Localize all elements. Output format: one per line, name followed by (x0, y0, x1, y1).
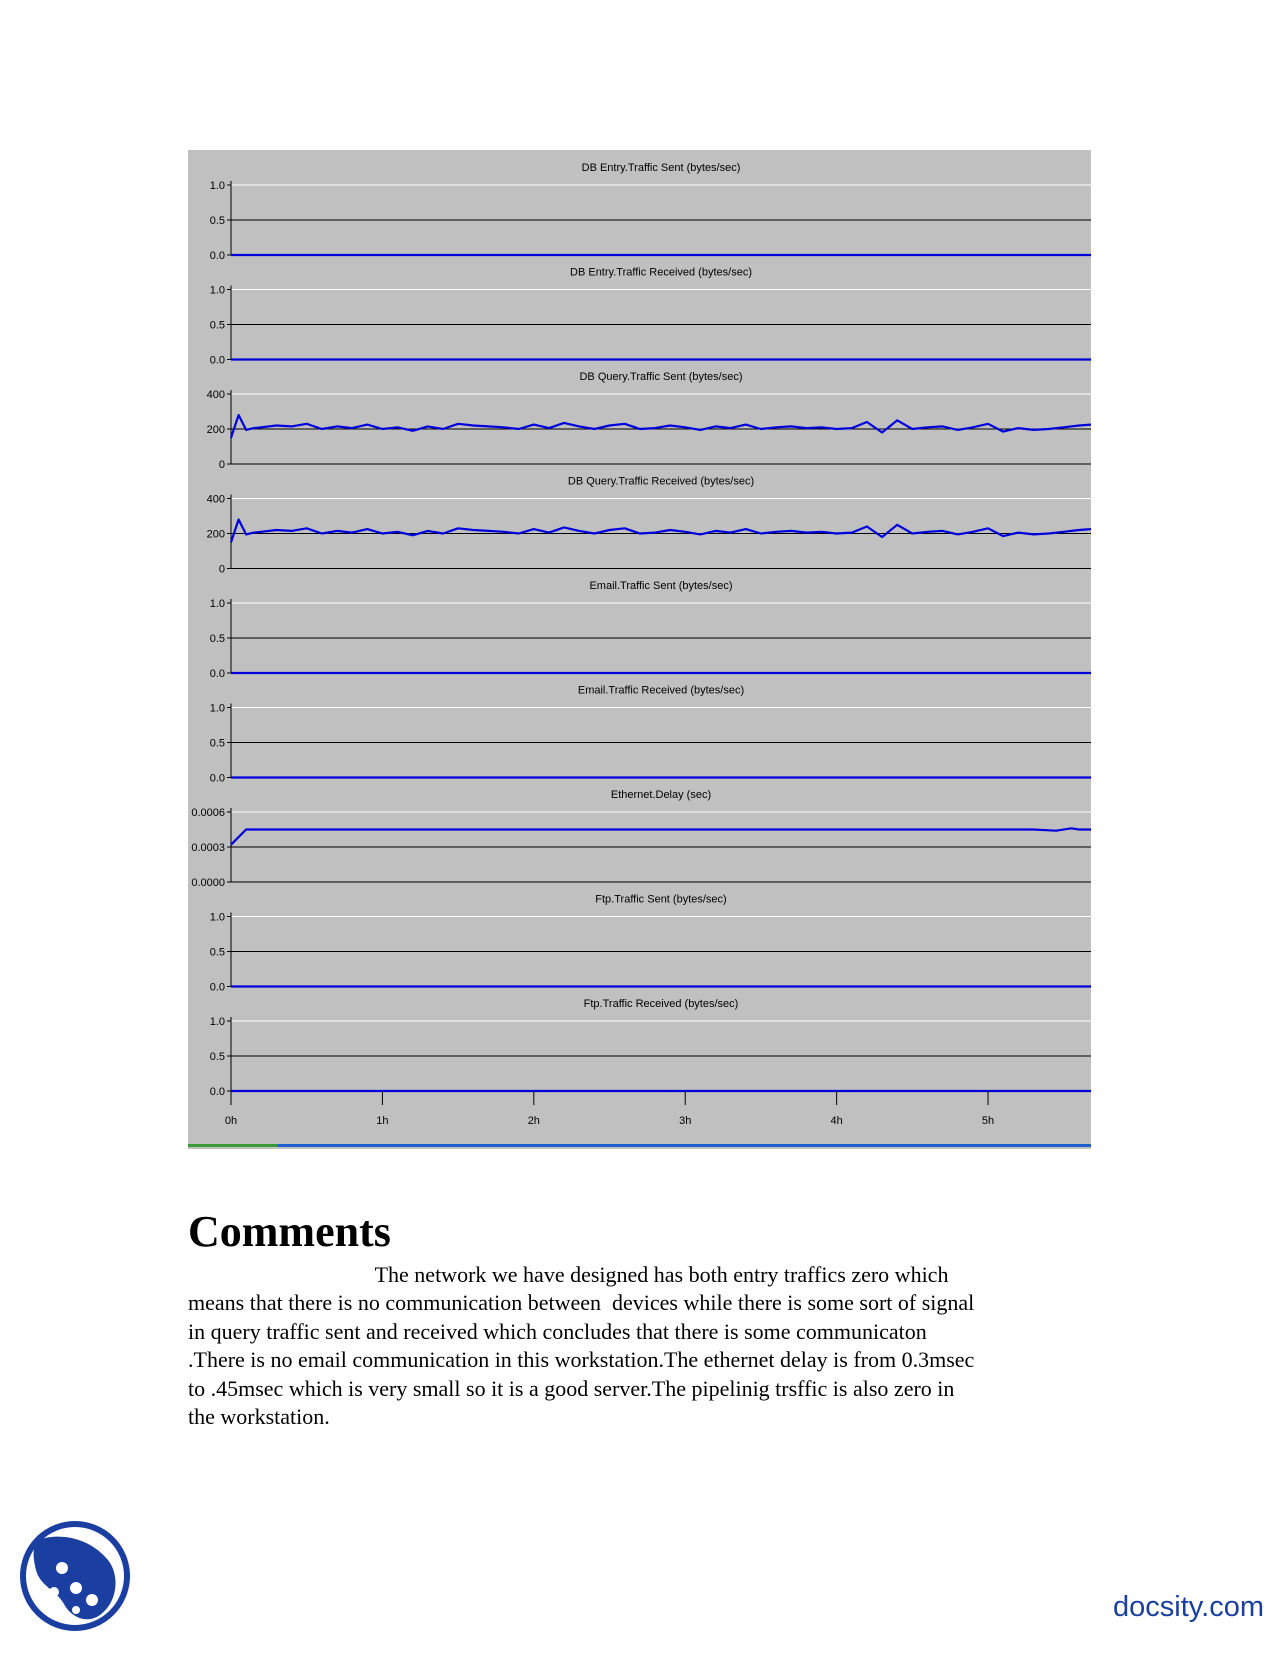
panel-title: DB Entry.Traffic Received (bytes/sec) (570, 266, 752, 279)
y-tick-label: 0.5 (209, 633, 225, 645)
series-line (231, 415, 1091, 438)
brand-link[interactable]: docsity.com (1113, 1591, 1264, 1623)
y-tick-label: 0.0006 (191, 807, 225, 819)
comments-line: to .45msec which is very small so it is a good server.The pipelinig trsffic is also zero in (188, 1375, 955, 1401)
panel-title: Email.Traffic Sent (bytes/sec) (589, 580, 733, 592)
y-tick-label: 0.5 (209, 1051, 225, 1063)
panel-title: Ethernet.Delay (sec) (610, 789, 712, 801)
y-tick-label: 1.0 (209, 284, 225, 297)
panel-title: DB Entry.Traffic Sent (bytes/sec) (581, 162, 741, 174)
y-tick-label: 1.0 (209, 911, 225, 924)
comments-line: .There is no email communication in this workstation.The ethernet delay is from 0.3msec (188, 1347, 975, 1373)
series-line (231, 828, 1091, 844)
panel-title: DB Query.Traffic Received (bytes/sec) (567, 475, 755, 488)
comments-heading: Comments (188, 1207, 391, 1256)
x-tick-label: 3h (679, 1115, 692, 1127)
panel-title: Ftp.Traffic Sent (bytes/sec) (595, 893, 727, 906)
y-tick-label: 0.0 (209, 668, 225, 680)
panel-title: Ftp.Traffic Received (bytes/sec) (583, 998, 739, 1010)
y-tick-label: 0.0 (209, 250, 225, 262)
y-tick-label: 0.5 (209, 737, 225, 750)
x-tick-label: 2h (527, 1115, 540, 1127)
y-tick-label: 400 (206, 389, 225, 401)
y-tick-label: 1.0 (209, 598, 225, 610)
series-line (231, 520, 1091, 543)
performance-chart-panel (188, 150, 1091, 1149)
panel-title: DB Query.Traffic Sent (bytes/sec) (579, 371, 743, 383)
y-tick-label: 200 (206, 528, 225, 541)
comments-line: the workstation. (188, 1404, 330, 1430)
y-tick-label: 0.0 (209, 981, 225, 994)
y-tick-label: 1.0 (209, 180, 225, 192)
bottom-strip (188, 1144, 1091, 1147)
y-tick-label: 1.0 (209, 702, 225, 715)
y-tick-label: 0.0 (209, 354, 225, 367)
y-tick-label: 0.0003 (191, 842, 225, 854)
y-tick-label: 200 (206, 424, 225, 436)
panel-title: Email.Traffic Received (bytes/sec) (577, 684, 745, 697)
comments-line: in query traffic sent and received which concludes that there is some communicaton (188, 1318, 927, 1344)
y-tick-label: 0.0000 (191, 877, 225, 889)
y-tick-label: 0.5 (209, 215, 225, 227)
docsity-logo-icon[interactable] (20, 1520, 130, 1637)
x-tick-label: 4h (830, 1115, 843, 1127)
y-tick-label: 0.0 (209, 1086, 225, 1098)
x-tick-label: 1h (376, 1115, 389, 1127)
bottom-strip-start (188, 1144, 278, 1147)
y-tick-label: 0.5 (209, 319, 225, 332)
comments-body (188, 1261, 1088, 1431)
y-tick-label: 1.0 (209, 1016, 225, 1028)
traffic-charts (188, 150, 1091, 1149)
comments-line: means that there is no communication between devices while there is some sort of signal (188, 1290, 975, 1316)
y-tick-label: 0 (218, 459, 225, 471)
x-tick-label: 0h (224, 1115, 238, 1127)
x-tick-label: 5h (981, 1115, 995, 1127)
y-tick-label: 0 (218, 563, 225, 576)
comments-line: The network we have designed has both entry traffics zero which (188, 1262, 949, 1287)
y-tick-label: 0.0 (209, 772, 225, 785)
y-tick-label: 0.5 (209, 946, 225, 959)
y-tick-label: 400 (206, 493, 225, 506)
